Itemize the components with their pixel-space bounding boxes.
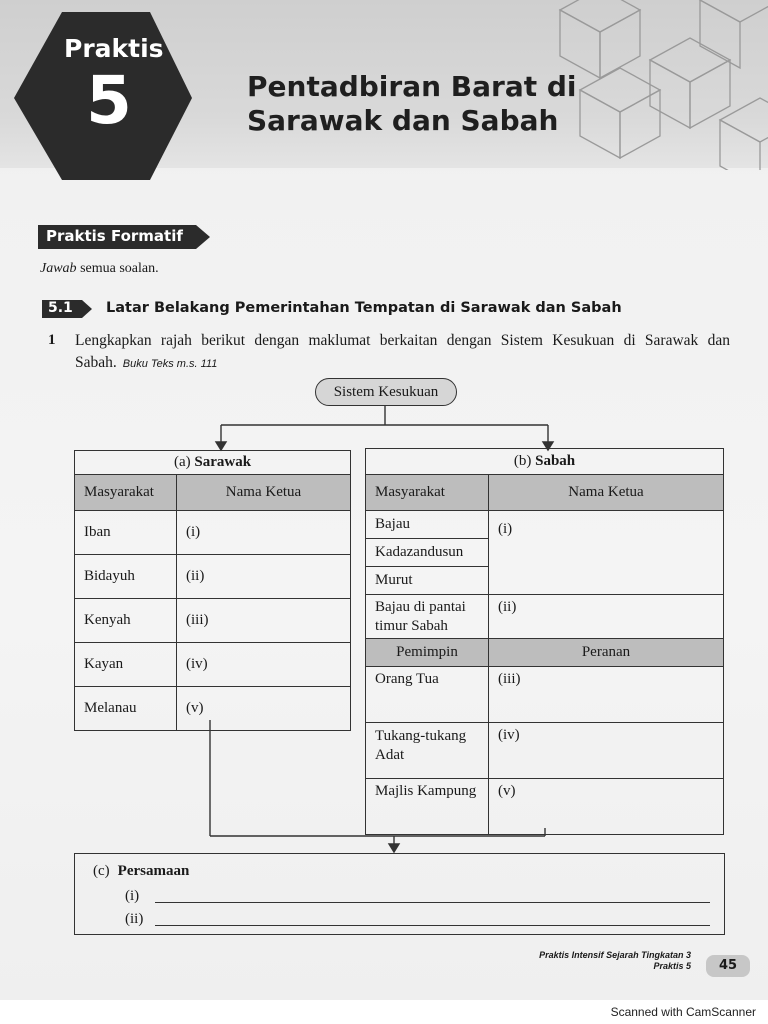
table-row	[75, 687, 351, 731]
persamaan-box	[74, 853, 725, 935]
sabah-masyarakat: Kadazandusun	[366, 539, 489, 567]
chapter-title-line2: Sarawak dan Sabah	[247, 104, 559, 137]
table-row	[75, 643, 351, 687]
sabah-peranan-answer[interactable]: (iv)	[489, 723, 724, 779]
sabah-table	[365, 448, 724, 835]
table-row	[75, 555, 351, 599]
sarawak-ketua-answer[interactable]: (iv)	[177, 643, 351, 687]
sarawak-masyarakat: Melanau	[75, 687, 177, 731]
instruction-italic: Jawab	[40, 261, 77, 276]
persamaan-item-label: (i)	[125, 888, 140, 904]
sarawak-ketua-answer[interactable]: (ii)	[177, 555, 351, 599]
sabah-pemimpin: Majlis Kampung	[366, 779, 489, 835]
sarawak-header-nama-ketua: Nama Ketua	[177, 475, 351, 511]
footer-book-title: Praktis Intensif Sejarah Tingkatan 3	[539, 950, 691, 960]
chapter-number: 5	[86, 62, 132, 139]
root-node-sistem-kesukuan: Sistem Kesukuan	[315, 378, 457, 406]
table-row	[366, 511, 724, 539]
sabah-header-peranan: Peranan	[489, 639, 724, 667]
page-number: 45	[706, 955, 750, 977]
instruction-rest: semua soalan.	[80, 261, 159, 276]
chapter-title-line1: Pentadbiran Barat di	[247, 70, 577, 103]
table-row	[366, 595, 724, 639]
sarawak-masyarakat: Bidayuh	[75, 555, 177, 599]
section-title: Latar Belakang Pemerintahan Tempatan di Sarawak dan Sabah	[106, 300, 622, 316]
camscanner-watermark: Scanned with CamScanner	[610, 1005, 756, 1019]
table-row	[75, 511, 351, 555]
footer-book-info	[539, 950, 691, 972]
persamaan-answer-line[interactable]	[155, 925, 710, 926]
persamaan-answer-line[interactable]	[155, 902, 710, 903]
instruction	[40, 261, 159, 277]
table-row	[366, 667, 724, 723]
section-number-badge	[42, 300, 92, 318]
persamaan-item-label: (ii)	[125, 911, 144, 927]
section-number: 5.1	[48, 300, 73, 316]
sabah-ketua-answer[interactable]: (ii)	[489, 595, 724, 639]
question-text	[75, 330, 730, 375]
textbook-reference: Buku Teks m.s. 111	[122, 358, 218, 370]
sarawak-masyarakat: Kayan	[75, 643, 177, 687]
sarawak-caption-title: Sarawak	[194, 454, 252, 470]
persamaan-caption	[93, 863, 189, 880]
badge-label: Praktis	[64, 34, 164, 63]
sarawak-caption-letter: (a)	[173, 454, 191, 470]
sabah-peranan-answer[interactable]: (iii)	[489, 667, 724, 723]
sarawak-table	[74, 450, 351, 731]
persamaan-caption-letter: (c)	[93, 863, 110, 879]
sabah-pemimpin: Tukang-tukang Adat	[366, 723, 489, 779]
sabah-caption	[366, 449, 724, 475]
sabah-caption-letter: (b)	[513, 453, 532, 469]
praktis-formatif-tag	[38, 225, 210, 249]
praktis-formatif-label: Praktis Formatif	[46, 227, 183, 245]
sabah-header-masyarakat: Masyarakat	[366, 475, 489, 511]
sabah-header-pemimpin: Pemimpin	[366, 639, 489, 667]
sabah-peranan-answer[interactable]: (v)	[489, 779, 724, 835]
sarawak-masyarakat: Iban	[75, 511, 177, 555]
sabah-masyarakat: Bajau	[366, 511, 489, 539]
sabah-masyarakat: Bajau di pantai timur Sabah	[366, 595, 489, 639]
table-row	[75, 599, 351, 643]
sabah-pemimpin: Orang Tua	[366, 667, 489, 723]
sarawak-caption	[75, 451, 351, 475]
question-body: Lengkapkan rajah berikut dengan maklumat berkaitan dengan Sistem Kesukuan di Sarawak dan Sabah.	[75, 332, 730, 371]
sabah-header-nama-ketua: Nama Ketua	[489, 475, 724, 511]
table-row	[366, 779, 724, 835]
sarawak-ketua-answer[interactable]: (iii)	[177, 599, 351, 643]
sabah-caption-title: Sabah	[535, 453, 576, 469]
table-row	[366, 723, 724, 779]
sarawak-masyarakat: Kenyah	[75, 599, 177, 643]
sarawak-ketua-answer[interactable]: (i)	[177, 511, 351, 555]
sabah-masyarakat: Murut	[366, 567, 489, 595]
sarawak-header-masyarakat: Masyarakat	[75, 475, 177, 511]
question-number: 1	[48, 332, 56, 348]
sabah-ketua-answer[interactable]: (i)	[489, 511, 724, 595]
footer-chapter: Praktis 5	[653, 961, 691, 971]
sarawak-ketua-answer[interactable]: (v)	[177, 687, 351, 731]
persamaan-caption-title: Persamaan	[117, 863, 190, 879]
chapter-title	[247, 70, 627, 138]
